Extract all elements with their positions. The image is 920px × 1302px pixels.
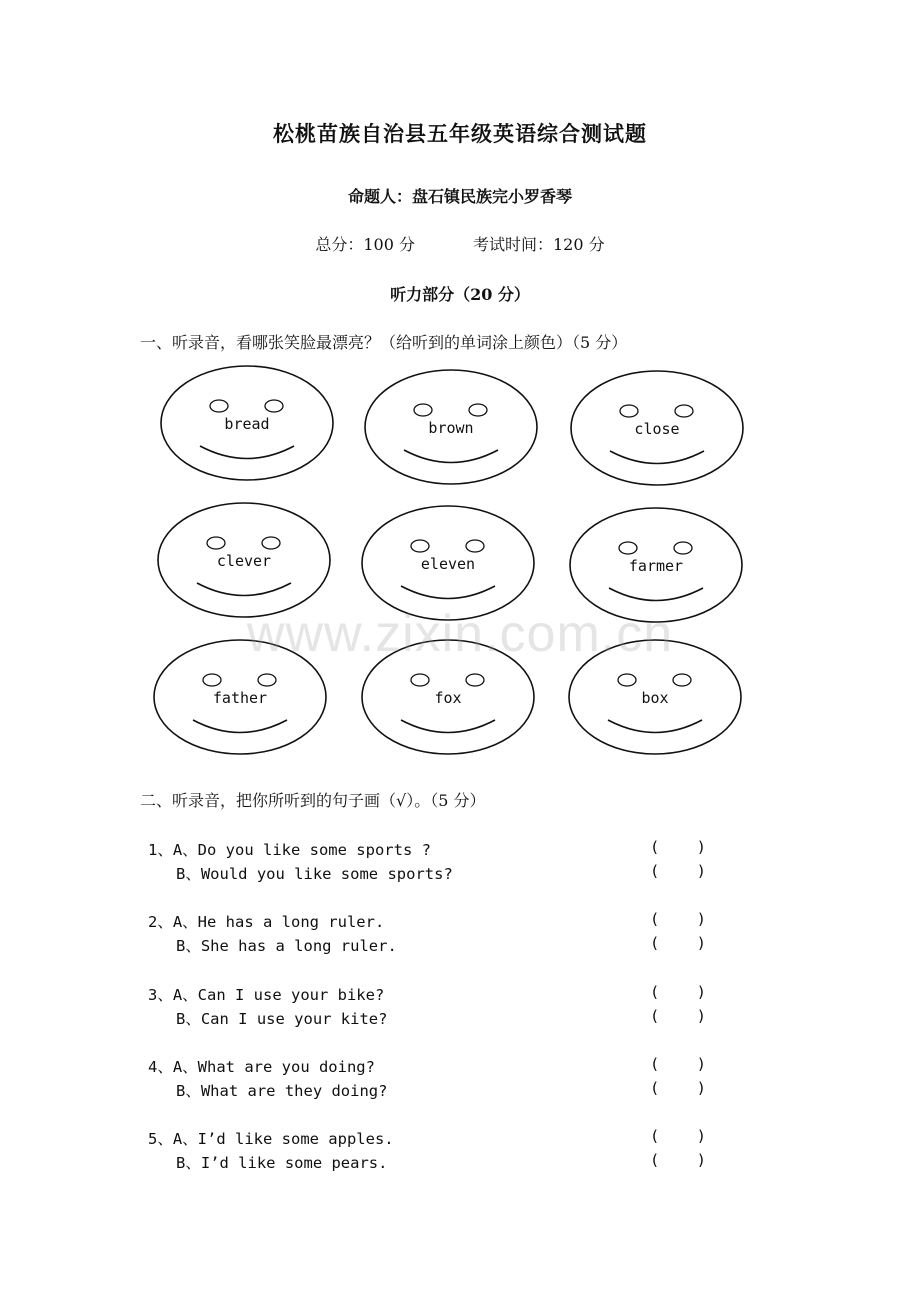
face-eye bbox=[618, 674, 636, 686]
face-eye bbox=[469, 404, 487, 416]
face-eye bbox=[265, 400, 283, 412]
smiley-face[interactable] bbox=[365, 370, 537, 484]
face-smile bbox=[610, 451, 704, 464]
face-smile bbox=[197, 583, 291, 596]
face-word: farmer bbox=[628, 557, 684, 575]
exam-time: 考试时间：120 分 bbox=[473, 235, 605, 254]
smiley-face[interactable] bbox=[571, 371, 743, 485]
question-2-heading: 二、听录音，把你所听到的句子画（√）。（5 分） bbox=[140, 791, 486, 810]
smiley-face[interactable] bbox=[161, 366, 333, 480]
item-1-option-b-blank[interactable]: ( ) bbox=[650, 862, 706, 880]
face-smile bbox=[609, 588, 703, 601]
watermark: www.zixin.com.cn bbox=[246, 605, 674, 663]
face-word: father bbox=[212, 689, 268, 707]
face-smile bbox=[200, 446, 294, 459]
item-3-option-b: B、Can I use your kite? bbox=[176, 1010, 388, 1028]
item-4-option-b: B、What are they doing? bbox=[176, 1082, 388, 1100]
face-eye bbox=[203, 674, 221, 686]
face-word: box bbox=[641, 689, 669, 707]
face-eye bbox=[675, 405, 693, 417]
item-3-option-a-blank[interactable]: ( ) bbox=[650, 983, 706, 1001]
item-1-option-b: B、Would you like some sports? bbox=[176, 865, 453, 883]
item-2-option-b-blank[interactable]: ( ) bbox=[650, 934, 706, 952]
item-4-option-b-blank[interactable]: ( ) bbox=[650, 1079, 706, 1097]
item-5-option-b: B、I’d like some pears. bbox=[176, 1154, 388, 1172]
listening-section-heading: 听力部分（20 分） bbox=[390, 285, 530, 304]
item-5-option-a-blank[interactable]: ( ) bbox=[650, 1127, 706, 1145]
face-eye bbox=[411, 674, 429, 686]
face-eye bbox=[466, 540, 484, 552]
face-smile bbox=[404, 450, 498, 463]
face-eye bbox=[258, 674, 276, 686]
face-eye bbox=[262, 537, 280, 549]
item-1-option-a: 1、A、Do you like some sports ? bbox=[148, 841, 431, 859]
face-eye bbox=[207, 537, 225, 549]
item-2-option-b: B、She has a long ruler. bbox=[176, 937, 397, 955]
face-word: clever bbox=[216, 552, 272, 570]
face-word: eleven bbox=[420, 555, 476, 573]
face-word: brown bbox=[428, 419, 474, 437]
face-smile bbox=[401, 586, 495, 599]
face-word: bread bbox=[224, 415, 270, 433]
face-eye bbox=[411, 540, 429, 552]
face-smile bbox=[401, 720, 495, 733]
smiley-face[interactable] bbox=[158, 503, 330, 617]
total-score: 总分：100 分 bbox=[315, 235, 415, 254]
face-word: fox bbox=[434, 689, 462, 707]
face-smile bbox=[608, 720, 702, 733]
page-title: 松桃苗族自治县五年级英语综合测试题 bbox=[273, 121, 647, 146]
item-4-option-a: 4、A、What are you doing? bbox=[148, 1058, 375, 1076]
item-4-option-a-blank[interactable]: ( ) bbox=[650, 1055, 706, 1073]
face-eye bbox=[620, 405, 638, 417]
face-eye bbox=[414, 404, 432, 416]
face-eye bbox=[210, 400, 228, 412]
face-smile bbox=[193, 720, 287, 733]
face-eye bbox=[674, 542, 692, 554]
face-eye bbox=[466, 674, 484, 686]
item-5-option-b-blank[interactable]: ( ) bbox=[650, 1151, 706, 1169]
item-2-option-a-blank[interactable]: ( ) bbox=[650, 910, 706, 928]
item-1-option-a-blank[interactable]: ( ) bbox=[650, 838, 706, 856]
question-1-heading: 一、听录音，看哪张笑脸最漂亮？（给听到的单词涂上颜色）（5 分） bbox=[140, 333, 628, 352]
item-3-option-b-blank[interactable]: ( ) bbox=[650, 1007, 706, 1025]
item-3-option-a: 3、A、Can I use your bike? bbox=[148, 986, 385, 1004]
face-eye bbox=[619, 542, 637, 554]
face-eye bbox=[673, 674, 691, 686]
item-2-option-a: 2、A、He has a long ruler. bbox=[148, 913, 385, 931]
item-5-option-a: 5、A、I’d like some apples. bbox=[148, 1130, 394, 1148]
face-word: close bbox=[634, 420, 680, 438]
author-line: 命题人：盘石镇民族完小罗香琴 bbox=[347, 187, 572, 206]
smiley-face[interactable] bbox=[362, 506, 534, 620]
